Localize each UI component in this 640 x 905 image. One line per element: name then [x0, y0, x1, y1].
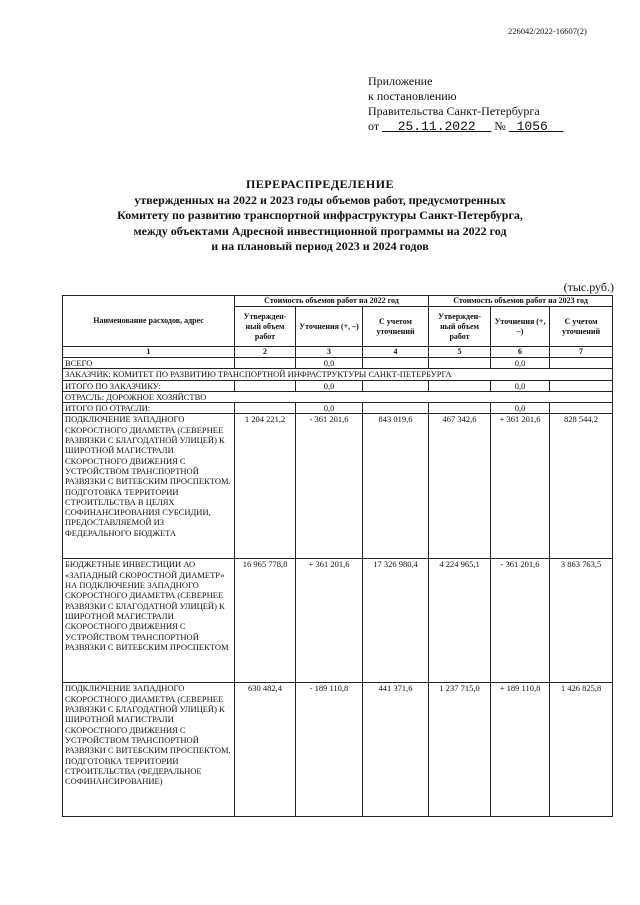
header-total-2023: С учетом уточнений — [550, 307, 613, 347]
col-num: 2 — [235, 347, 296, 358]
cell-value: 0,0 — [296, 403, 363, 414]
title-line: и на плановый период 2023 и 2024 годов — [211, 239, 429, 254]
decree-number: 1056 — [516, 119, 548, 134]
header-2022: Стоимость объемов работ на 2022 год — [235, 296, 429, 307]
cell-value: 467 342,6 — [429, 414, 491, 559]
industry-total-row — [63, 403, 613, 414]
header-adjust-2023: Уточнения (+, –) — [491, 307, 550, 347]
cell-value: 0,0 — [491, 380, 550, 391]
title-line: Комитету по развитию транспортной инфраструктуры Санкт-Петербурга, — [117, 208, 523, 223]
industry-label: ОТРАСЛЬ: ДОРОЖНОЕ ХОЗЯЙСТВО — [63, 391, 613, 402]
cell-value: - 361 201,6 — [491, 559, 550, 683]
header-row — [63, 296, 613, 307]
cell-value: 828 544,2 — [550, 414, 613, 559]
column-number-row — [63, 347, 613, 358]
cell-value: - 189 110,8 — [296, 683, 363, 817]
title-main: ПЕРЕРАСПРЕДЕЛЕНИЕ — [245, 177, 395, 191]
units-label: (тыс.руб.) — [563, 280, 614, 294]
appendix-line: к постановлению — [368, 89, 457, 103]
row-label: ВСЕГО — [63, 358, 235, 369]
document-number: 226042/2022-16607(2) — [508, 26, 587, 36]
cell-value: + 189 110,8 — [491, 683, 550, 817]
header-approved-2023: Утвержден-ный объем работ — [429, 307, 491, 347]
appendix-block — [368, 74, 563, 134]
col-num: 4 — [363, 347, 429, 358]
title-line: утвержденных на 2022 и 2023 годы объемов работ, предусмотренных — [134, 192, 506, 207]
number-prefix: № — [494, 119, 506, 133]
header-2023: Стоимость объемов работ на 2023 год — [429, 296, 613, 307]
cell-value: 1 426 825,8 — [550, 683, 613, 817]
cell-value: 3 863 763,5 — [550, 559, 613, 683]
header-adjust-2022: Уточнения (+, –) — [296, 307, 363, 347]
cell-value: 16 965 778,8 — [235, 559, 296, 683]
cell-value: + 361 201,6 — [296, 559, 363, 683]
cell-value: 1 237 715,0 — [429, 683, 491, 817]
decree-date: 25.11.2022 — [397, 119, 476, 134]
cell-value: 630 482,4 — [235, 683, 296, 817]
cell-value: 843 019,6 — [363, 414, 429, 559]
row-label: ИТОГО ПО ЗАКАЗЧИКУ: — [63, 380, 235, 391]
table-row — [63, 683, 613, 817]
title-line: между объектами Адресной инвестиционной программы на 2022 год — [133, 223, 507, 238]
col-num: 1 — [63, 347, 235, 358]
col-num: 6 — [491, 347, 550, 358]
cell-value: 0,0 — [491, 403, 550, 414]
document-title — [100, 177, 540, 255]
row-label: ИТОГО ПО ОТРАСЛИ: — [63, 403, 235, 414]
industry-row — [63, 391, 613, 402]
header-approved-2022: Утвержден-ный объем работ — [235, 307, 296, 347]
col-num: 7 — [550, 347, 613, 358]
redistribution-table — [62, 295, 613, 817]
header-name: Наименование расходов, адрес — [63, 296, 235, 347]
object-name: ПОДКЛЮЧЕНИЕ ЗАПАДНОГО СКОРОСТНОГО ДИАМЕТРА (СЕВЕРНЕЕ РАЗВЯЗКИ С БЛАГОДАТНОЙ УЛИЦЕЙ) К ШИРОТНОЙ МАГИСТРАЛИ СКОРОСТНОГО ДВИЖЕНИЯ С УСТРОЙСТВОМ ТРАНСПОРТНОЙ РАЗВЯЗКИ С ВИТЕБСКИМ ПРОСПЕКТОМ. ПОДГОТОВКА ТЕРРИТОРИИ СТРОИТЕЛЬСТВА (ФЕДЕРАЛЬНОЕ СОФИНАНСИРОВАНИЕ) — [63, 683, 235, 817]
date-prefix: от — [368, 119, 380, 133]
cell-value: 0,0 — [296, 380, 363, 391]
header-total-2022: С учетом уточнений — [363, 307, 429, 347]
cell-value: 17 326 980,4 — [363, 559, 429, 683]
cell-value: + 361 201,6 — [491, 414, 550, 559]
customer-total-row — [63, 380, 613, 391]
table-row — [63, 414, 613, 559]
appendix-line: Приложение — [368, 74, 433, 88]
customer-row — [63, 369, 613, 380]
cell-value: - 361 201,6 — [296, 414, 363, 559]
appendix-date-line — [368, 119, 563, 134]
customer-label: ЗАКАЗЧИК: КОМИТЕТ ПО РАЗВИТИЮ ТРАНСПОРТНОЙ ИНФРАСТРУКТУРЫ САНКТ-ПЕТЕРБУРГА — [63, 369, 613, 380]
table-row — [63, 559, 613, 683]
cell-value: 0,0 — [491, 358, 550, 369]
total-row — [63, 358, 613, 369]
appendix-line: Правительства Санкт-Петербурга — [368, 104, 540, 118]
object-name: ПОДКЛЮЧЕНИЕ ЗАПАДНОГО СКОРОСТНОГО ДИАМЕТРА (СЕВЕРНЕЕ РАЗВЯЗКИ С БЛАГОДАТНОЙ УЛИЦЕЙ) К ШИРОТНОЙ МАГИСТРАЛИ СКОРОСТНОГО ДВИЖЕНИЯ С УСТРОЙСТВОМ ТРАНСПОРТНОЙ РАЗВЯЗКИ С ВИТЕБСКИМ ПРОСПЕКТОМ. ПОДГОТОВКА ТЕРРИТОРИИ СТРОИТЕЛЬСТВА В ЦЕЛЯХ СОФИНАНСИРОВАНИЯ СУБСИДИИ, ПРЕДОСТАВЛЯЕМОЙ ИЗ ФЕДЕРАЛЬНОГО БЮДЖЕТА — [63, 414, 235, 559]
cell-value: 1 204 221,2 — [235, 414, 296, 559]
col-num: 3 — [296, 347, 363, 358]
cell-value: 441 371,6 — [363, 683, 429, 817]
cell-value: 4 224 965,1 — [429, 559, 491, 683]
cell-value: 0,0 — [296, 358, 363, 369]
object-name: БЮДЖЕТНЫЕ ИНВЕСТИЦИИ АО «ЗАПАДНЫЙ СКОРОСТНОЙ ДИАМЕТР» НА ПОДКЛЮЧЕНИЕ ЗАПАДНОГО СКОРОСТНОГО ДИАМЕТРА (СЕВЕРНЕЕ РАЗВЯЗКИ С БЛАГОДАТНОЙ УЛИЦЕЙ) К ШИРОТНОЙ МАГИСТРАЛИ СКОРОСТНОГО ДВИЖЕНИЯ С УСТРОЙСТВОМ ТРАНСПОРТНОЙ РАЗВЯЗКИ С ВИТЕБСКИМ ПРОСПЕКТОМ — [63, 559, 235, 683]
col-num: 5 — [429, 347, 491, 358]
